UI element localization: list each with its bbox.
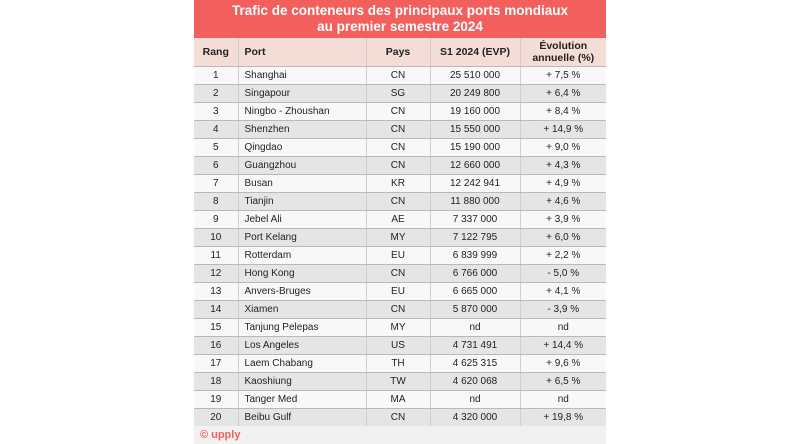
cell-country: MY <box>366 229 430 247</box>
cell-port: Kaoshiung <box>238 373 366 391</box>
cell-teu: 4 620 068 <box>430 373 520 391</box>
cell-port: Los Angeles <box>238 337 366 355</box>
cell-teu: 6 839 999 <box>430 247 520 265</box>
table-row <box>194 229 606 247</box>
cell-change: + 7,5 % <box>520 67 606 85</box>
cell-rank: 1 <box>194 67 238 85</box>
copyright-mark: © <box>200 429 209 441</box>
cell-rank: 12 <box>194 265 238 283</box>
cell-teu: 19 160 000 <box>430 103 520 121</box>
cell-teu: 15 550 000 <box>430 121 520 139</box>
cell-port: Beibu Gulf <box>238 409 366 427</box>
cell-change: - 3,9 % <box>520 301 606 319</box>
cell-port: Hong Kong <box>238 265 366 283</box>
cell-change: + 4,3 % <box>520 157 606 175</box>
brand-footer <box>194 426 606 444</box>
cell-teu: nd <box>430 391 520 409</box>
cell-rank: 15 <box>194 319 238 337</box>
cell-teu: 11 880 000 <box>430 193 520 211</box>
cell-change: + 19,8 % <box>520 409 606 427</box>
cell-port: Rotterdam <box>238 247 366 265</box>
table-row <box>194 85 606 103</box>
cell-teu: 6 766 000 <box>430 265 520 283</box>
cell-teu: 4 625 315 <box>430 355 520 373</box>
cell-port: Xiamen <box>238 301 366 319</box>
cell-port: Guangzhou <box>238 157 366 175</box>
cell-country: SG <box>366 85 430 103</box>
column-header-change <box>520 38 606 67</box>
cell-change: nd <box>520 319 606 337</box>
cell-rank: 18 <box>194 373 238 391</box>
cell-country: CN <box>366 301 430 319</box>
cell-country: EU <box>366 283 430 301</box>
table-row <box>194 301 606 319</box>
cell-country: EU <box>366 247 430 265</box>
cell-rank: 20 <box>194 409 238 427</box>
change-header-line-1: Évolution <box>539 40 588 52</box>
cell-country: KR <box>366 175 430 193</box>
cell-port: Laem Chabang <box>238 355 366 373</box>
cell-rank: 14 <box>194 301 238 319</box>
cell-change: + 8,4 % <box>520 103 606 121</box>
table-row <box>194 139 606 157</box>
cell-port: Shanghai <box>238 67 366 85</box>
cell-country: CN <box>366 409 430 427</box>
cell-port: Tanger Med <box>238 391 366 409</box>
table-row <box>194 283 606 301</box>
cell-country: TW <box>366 373 430 391</box>
cell-teu: 12 660 000 <box>430 157 520 175</box>
cell-country: MA <box>366 391 430 409</box>
table-row <box>194 373 606 391</box>
cell-country: CN <box>366 265 430 283</box>
cell-rank: 13 <box>194 283 238 301</box>
cell-country: CN <box>366 139 430 157</box>
cell-country: CN <box>366 67 430 85</box>
cell-change: - 5,0 % <box>520 265 606 283</box>
change-header-line-2: annuelle (%) <box>532 52 595 64</box>
cell-teu: 12 242 941 <box>430 175 520 193</box>
table-row <box>194 103 606 121</box>
cell-rank: 17 <box>194 355 238 373</box>
table-body <box>194 67 606 427</box>
cell-change: + 6,0 % <box>520 229 606 247</box>
column-header-teu: S1 2024 (EVP) <box>430 38 520 67</box>
table-row <box>194 121 606 139</box>
cell-rank: 8 <box>194 193 238 211</box>
ports-table <box>194 38 606 427</box>
cell-change: + 4,6 % <box>520 193 606 211</box>
ranking-card <box>194 0 606 444</box>
cell-port: Anvers-Bruges <box>238 283 366 301</box>
table-row <box>194 337 606 355</box>
table-title <box>194 0 606 38</box>
cell-rank: 19 <box>194 391 238 409</box>
cell-teu: 7 122 795 <box>430 229 520 247</box>
title-line-1: Trafic de conteneurs des principaux ports mondiaux <box>231 3 569 18</box>
cell-teu: 25 510 000 <box>430 67 520 85</box>
table-row <box>194 175 606 193</box>
cell-port: Tianjin <box>238 193 366 211</box>
cell-teu: 20 249 800 <box>430 85 520 103</box>
table-row <box>194 391 606 409</box>
cell-change: + 2,2 % <box>520 247 606 265</box>
table-row <box>194 265 606 283</box>
cell-rank: 3 <box>194 103 238 121</box>
cell-teu: 6 665 000 <box>430 283 520 301</box>
column-header-country: Pays <box>366 38 430 67</box>
table-row <box>194 211 606 229</box>
cell-change: + 14,9 % <box>520 121 606 139</box>
cell-rank: 9 <box>194 211 238 229</box>
cell-port: Tanjung Pelepas <box>238 319 366 337</box>
cell-change: + 3,9 % <box>520 211 606 229</box>
cell-country: MY <box>366 319 430 337</box>
cell-country: US <box>366 337 430 355</box>
table-row <box>194 157 606 175</box>
cell-port: Busan <box>238 175 366 193</box>
cell-change: + 6,5 % <box>520 373 606 391</box>
cell-teu: 4 731 491 <box>430 337 520 355</box>
cell-change: nd <box>520 391 606 409</box>
cell-change: + 14,4 % <box>520 337 606 355</box>
title-line-2: au premier semestre 2024 <box>317 19 483 34</box>
table-row <box>194 247 606 265</box>
cell-rank: 4 <box>194 121 238 139</box>
table-row <box>194 319 606 337</box>
cell-rank: 5 <box>194 139 238 157</box>
cell-change: + 4,1 % <box>520 283 606 301</box>
cell-rank: 7 <box>194 175 238 193</box>
cell-port: Port Kelang <box>238 229 366 247</box>
brand-logo-text: upply <box>211 429 241 441</box>
header-row <box>194 38 606 67</box>
cell-port: Ningbo - Zhoushan <box>238 103 366 121</box>
cell-teu: 4 320 000 <box>430 409 520 427</box>
cell-rank: 16 <box>194 337 238 355</box>
cell-port: Qingdao <box>238 139 366 157</box>
table-row <box>194 67 606 85</box>
cell-change: + 9,6 % <box>520 355 606 373</box>
cell-change: + 6,4 % <box>520 85 606 103</box>
cell-teu: 5 870 000 <box>430 301 520 319</box>
table-row <box>194 355 606 373</box>
cell-teu: 15 190 000 <box>430 139 520 157</box>
cell-country: TH <box>366 355 430 373</box>
table-row <box>194 193 606 211</box>
table-header <box>194 38 606 67</box>
cell-country: CN <box>366 157 430 175</box>
cell-teu: 7 337 000 <box>430 211 520 229</box>
cell-port: Jebel Ali <box>238 211 366 229</box>
column-header-rank: Rang <box>194 38 238 67</box>
cell-change: + 9,0 % <box>520 139 606 157</box>
column-header-port: Port <box>238 38 366 67</box>
cell-port: Singapour <box>238 85 366 103</box>
cell-rank: 11 <box>194 247 238 265</box>
cell-change: + 4,9 % <box>520 175 606 193</box>
cell-country: AE <box>366 211 430 229</box>
cell-port: Shenzhen <box>238 121 366 139</box>
cell-country: CN <box>366 121 430 139</box>
cell-rank: 10 <box>194 229 238 247</box>
table-row <box>194 409 606 427</box>
cell-country: CN <box>366 193 430 211</box>
cell-rank: 6 <box>194 157 238 175</box>
cell-rank: 2 <box>194 85 238 103</box>
cell-teu: nd <box>430 319 520 337</box>
cell-country: CN <box>366 103 430 121</box>
